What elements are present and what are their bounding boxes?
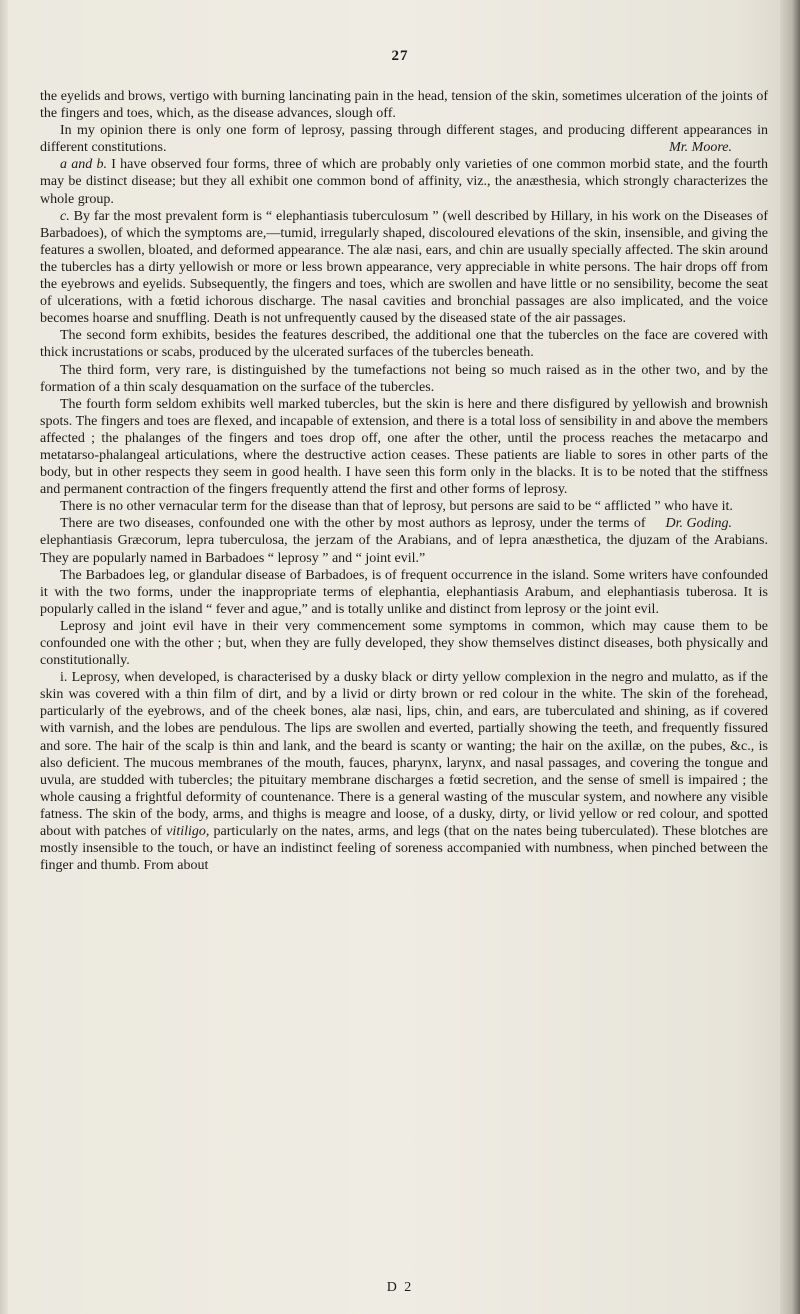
- italic-term: vitiligo,: [166, 824, 210, 840]
- paragraph-text: the eyelids and brows, vertigo with burning lancinating pain in the head, tension of the skin, sometimes ulceration of the joints of the fingers and toes, which, as the disease advances, slough off.: [40, 89, 768, 122]
- body-text: [40, 88, 768, 874]
- attribution: Dr. Goding.: [665, 516, 732, 532]
- paragraph-text: The third form, very rare, is distinguished by the tumefactions not being so much raised as in the other two, and by the formation of a thin scaly desquamation on the surface of the tubercles.: [40, 362, 768, 395]
- paragraph-text: The second form exhibits, besides the features described, the additional one that the tubercles on the face are covered with thick incrustations or scabs, produced by the ulcerated surfaces of the tubercles beneath.: [40, 328, 768, 361]
- page-left-edge: [0, 0, 8, 1314]
- paragraph: [40, 498, 768, 532]
- paragraph-text: The fourth form seldom exhibits well marked tubercles, but the skin is here and there disfigured by yellowish and brownish spots. The fingers and toes are flexed, and incapable of extension, and there is a total loss of sensibility in and above the members affected ; the phalanges of the fingers and toes drop off, one after the other, until the process reaches the metacarpo and metatarso-phalangeal articulations, where the destructive action ceases. These patients are liable to sores in other parts of the body, but in other respects they seem in good health. I have seen this form only in the blacks. It is to be noted that the stiffness and permanent contraction of the fingers frequently attend the first and other forms of leprosy.: [40, 396, 768, 498]
- paragraph-text: particularly on the nates, arms, and legs (that on the nates being tuberculated). These blotches are mostly insensible to the touch, or have an indistinct feeling of soreness accompanied with numbness, when pinched between the finger and thumb. From about: [40, 824, 768, 874]
- paragraph-text: In my opinion there is only one form of leprosy, passing through different stages, and producing different appearances in different constitutions.: [40, 123, 768, 156]
- paragraph: [40, 122, 768, 156]
- paragraph-text: Leprosy and joint evil have in their very commencement some symptoms in common, which may cause them to be confounded one with the other ; but, when they are fully developed, they show themselves distinct diseases, both physically and constitutionally.: [40, 618, 768, 669]
- paragraph: [40, 669, 768, 874]
- paragraph-text: By far the most prevalent form is “ elephantiasis tuberculosum ” (well described by Hillary, in his work on the Diseases of Barbadoes), of which the symptoms are,—tumid, irregularly shaped, discoloured elevations of the skin, insensible, and giving the features a swollen, bloated, and deformed appearance. The alæ nasi, ears, and chin are usually specially affected. The skin around the tubercles has a dirty yellowish or more or less brown appearance, very appreciable in white persons. The hair drops off from the eyebrows and eyelids. Subsequently, the fingers and toes, which are swollen and have little or no sensibility, become the seat of ulcerations, with a fœtid ichorous discharge. The nasal cavities and bronchial passages are also implicated, and the voice becomes hoarse and snuffling. Death is not unfrequently caused by the diseased state of the air passages.: [40, 208, 768, 327]
- paragraph-text: I have observed four forms, three of which are probably only varieties of one common morbid state, and the fourth may be distinct disease; but they all exhibit one common bond of affinity, viz., the anæsthesia, which strongly characterizes the whole group.: [40, 157, 769, 207]
- paragraph: [40, 156, 768, 207]
- paragraph-text: There are two diseases, confounded one with the other by most authors as leprosy, under the terms of elephantiasis Græcorum, lepra tuberculosa, the jerzam of the Arabians, and of lepra anæsthetica, the djuzam of the Arabians. They are popularly named in Barbadoes “ leprosy ” and “ joint evil.”: [40, 516, 768, 566]
- paragraph: [40, 88, 768, 122]
- section-letter: c.: [60, 208, 70, 224]
- section-letter: a and b.: [60, 157, 107, 173]
- printer-signature: D 2: [386, 1280, 414, 1295]
- paragraph: [40, 618, 768, 669]
- paragraph: [40, 327, 768, 361]
- attribution: Mr. Moore.: [669, 140, 732, 156]
- page-binding-shadow: [780, 0, 800, 1314]
- paragraph: [40, 396, 768, 499]
- paragraph-text: There is no other vernacular term for the disease than that of leprosy, but persons are said to be “ afflicted ” who have it.: [60, 499, 733, 515]
- page-number: 27: [391, 48, 409, 64]
- paragraph-text: The Barbadoes leg, or glandular disease of Barbadoes, is of frequent occurrence in the island. Some writers have confounded it with the two forms, under the inappropriate terms of elephantia, elephantiasis Arabum, and elephantiasis tuberosa. It is popularly called in the island “ fever and ague,” and is totally unlike and distinct from leprosy or the joint evil.: [40, 567, 768, 617]
- paragraph: [40, 362, 768, 396]
- paragraph-text: i. Leprosy, when developed, is characterised by a dusky black or dirty yellow complexion in the negro and mulatto, as if the skin was covered with a thin film of dirt, and by a livid or dirty brown or red colour in the white. The skin of the forehead, particularly of the eyebrows, and of the cheek bones, alæ nasi, lips, chin, and ears, are tuberculated and shining, as if covered with varnish, and the lobes are pendulous. The lips are swollen and everted, partially showing the teeth, and frequently fissured and sore. The hair of the scalp is thin and lank, and the beard is scanty or wanting; the hair on the axillæ, on the pubes, &c., is also deficient. The mucous membranes of the mouth, fauces, pharynx, larynx, and nasal passages, and covering the tongue and uvula, are studded with tubercles; the pituitary membrane discharges a fœtid secretion, and the sense of smell is impaired ; the whole causing a frightful deformity of countenance. There is a general wasting of the muscular system, and nowhere any visible fatness. The skin of the body, arms, and thighs is meagre and loose, of a dusky, dirty, or livid yellow or red colour, and spotted about with patches of: [40, 670, 768, 840]
- paragraph: [40, 567, 768, 618]
- paragraph: [40, 208, 768, 328]
